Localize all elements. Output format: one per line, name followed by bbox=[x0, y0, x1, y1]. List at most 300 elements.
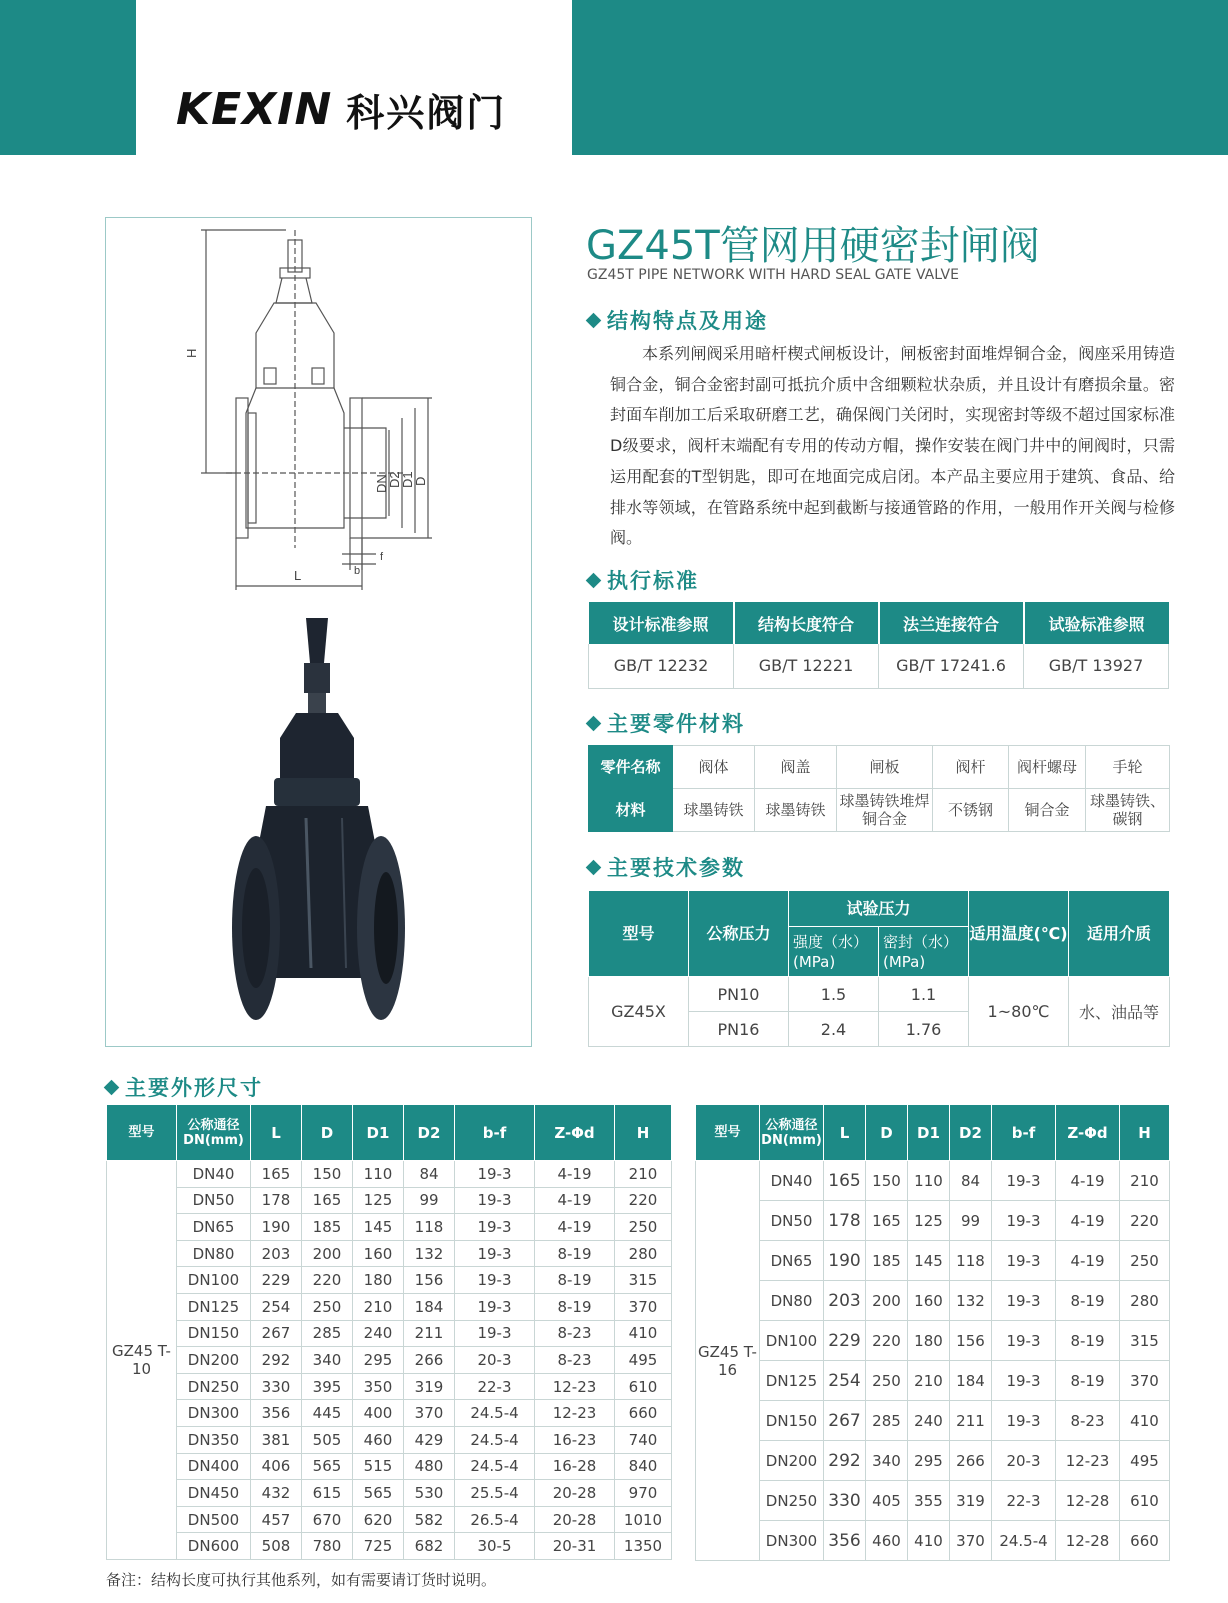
table-cell: 185 bbox=[302, 1214, 353, 1241]
table-row bbox=[107, 1187, 672, 1214]
table-cell: 1.76 bbox=[879, 1012, 969, 1047]
table-cell: 370 bbox=[950, 1521, 992, 1561]
table-row bbox=[107, 1347, 672, 1374]
table-cell: 370 bbox=[1120, 1361, 1170, 1401]
table-cell: 240 bbox=[353, 1320, 404, 1347]
table-cell: 610 bbox=[1120, 1481, 1170, 1521]
table-cell: 725 bbox=[353, 1533, 404, 1560]
table-cell: 球墨铸铁堆焊铜合金 bbox=[837, 789, 933, 832]
table-cell: 340 bbox=[302, 1347, 353, 1374]
table-cell: 20-28 bbox=[535, 1480, 615, 1507]
dim-label-f: f bbox=[380, 551, 384, 563]
table-cell: 24.5-4 bbox=[992, 1521, 1056, 1561]
table-cell: 铜合金 bbox=[1009, 789, 1086, 832]
table-cell: 250 bbox=[302, 1293, 353, 1320]
table-cell: 8-19 bbox=[1056, 1281, 1120, 1321]
table-cell: DN65 bbox=[760, 1241, 824, 1281]
table-cell: 19-3 bbox=[455, 1240, 535, 1267]
table-cell: 12-23 bbox=[1056, 1441, 1120, 1481]
table-row bbox=[107, 1480, 672, 1507]
table-row bbox=[696, 1281, 1170, 1321]
table-cell: 410 bbox=[615, 1320, 672, 1347]
table-cell: 445 bbox=[302, 1400, 353, 1427]
table-header: 型号 bbox=[696, 1105, 760, 1161]
table-cell: 400 bbox=[353, 1400, 404, 1427]
table-cell: 355 bbox=[908, 1481, 950, 1521]
table-cell: 156 bbox=[404, 1267, 455, 1294]
table-header: Z-Φd bbox=[535, 1105, 615, 1161]
table-cell: 12-23 bbox=[535, 1373, 615, 1400]
table-cell: DN50 bbox=[177, 1187, 251, 1214]
table-cell: 370 bbox=[404, 1400, 455, 1427]
table-row bbox=[696, 1201, 1170, 1241]
table-row bbox=[107, 1267, 672, 1294]
table-row bbox=[107, 1293, 672, 1320]
table-cell: 1010 bbox=[615, 1506, 672, 1533]
table-row bbox=[107, 1161, 672, 1188]
table-cell: 118 bbox=[404, 1214, 455, 1241]
table-cell: 132 bbox=[950, 1281, 992, 1321]
table-cell: 530 bbox=[404, 1480, 455, 1507]
table-cell: 184 bbox=[950, 1361, 992, 1401]
table-cell: 670 bbox=[302, 1506, 353, 1533]
diamond-icon bbox=[104, 1079, 120, 1095]
dim-label-D: D bbox=[413, 476, 428, 486]
valve-photo bbox=[232, 618, 405, 1020]
table-cell: 145 bbox=[908, 1241, 950, 1281]
table-cell: 330 bbox=[251, 1373, 302, 1400]
table-cell: 220 bbox=[1120, 1201, 1170, 1241]
table-cell: 165 bbox=[866, 1201, 908, 1241]
table-header: 密封（水）(MPa) bbox=[879, 927, 969, 977]
table-cell: 1.1 bbox=[879, 977, 969, 1012]
standards-table bbox=[588, 602, 1169, 689]
table-cell: 203 bbox=[251, 1240, 302, 1267]
table-cell: 405 bbox=[866, 1481, 908, 1521]
table-cell: 211 bbox=[950, 1401, 992, 1441]
table-cell: 4-19 bbox=[535, 1214, 615, 1241]
table-cell: 350 bbox=[353, 1373, 404, 1400]
table-cell: 210 bbox=[1120, 1161, 1170, 1201]
table-cell: 160 bbox=[353, 1240, 404, 1267]
table-cell: 24.5-4 bbox=[455, 1426, 535, 1453]
table-cell: 180 bbox=[353, 1267, 404, 1294]
table-cell: GZ45X bbox=[589, 977, 689, 1047]
table-header: D bbox=[302, 1105, 353, 1161]
table-cell: DN150 bbox=[760, 1401, 824, 1441]
table-cell: 8-23 bbox=[535, 1347, 615, 1374]
table-cell: 8-19 bbox=[535, 1240, 615, 1267]
table-cell: 406 bbox=[251, 1453, 302, 1480]
table-cell: DN40 bbox=[760, 1161, 824, 1201]
table-cell: 660 bbox=[1120, 1521, 1170, 1561]
table-cell: 190 bbox=[824, 1241, 866, 1281]
table-cell: 220 bbox=[615, 1187, 672, 1214]
table-cell: 395 bbox=[302, 1373, 353, 1400]
table-cell: 4-19 bbox=[535, 1161, 615, 1188]
table-cell: 8-23 bbox=[1056, 1401, 1120, 1441]
dim-label-D1: D1 bbox=[400, 471, 415, 488]
table-header: b-f bbox=[992, 1105, 1056, 1161]
table-cell: 285 bbox=[866, 1401, 908, 1441]
table-cell: DN100 bbox=[177, 1267, 251, 1294]
table-cell: 319 bbox=[950, 1481, 992, 1521]
table-cell: 球墨铸铁 bbox=[673, 789, 755, 832]
table-row bbox=[696, 1241, 1170, 1281]
table-cell: 582 bbox=[404, 1506, 455, 1533]
table-cell: 292 bbox=[251, 1347, 302, 1374]
table-cell: 254 bbox=[251, 1293, 302, 1320]
table-cell: 19-3 bbox=[455, 1214, 535, 1241]
table-cell: 330 bbox=[824, 1481, 866, 1521]
table-cell: 460 bbox=[866, 1521, 908, 1561]
table-header: 公称通径DN(mm) bbox=[760, 1105, 824, 1161]
table-cell: 8-19 bbox=[1056, 1321, 1120, 1361]
table-cell: 292 bbox=[824, 1441, 866, 1481]
product-subtitle: GZ45T PIPE NETWORK WITH HARD SEAL GATE VALVE bbox=[587, 267, 959, 283]
table-cell: 565 bbox=[302, 1453, 353, 1480]
section-tech-heading bbox=[588, 852, 745, 882]
table-cell: 4-19 bbox=[1056, 1161, 1120, 1201]
table-cell: 84 bbox=[404, 1161, 455, 1188]
table-cell: DN350 bbox=[177, 1426, 251, 1453]
table-cell: 不锈钢 bbox=[933, 789, 1009, 832]
table-cell: 16-23 bbox=[535, 1426, 615, 1453]
table-cell: 660 bbox=[615, 1400, 672, 1427]
header-band-left bbox=[0, 0, 136, 155]
table-cell: 267 bbox=[824, 1401, 866, 1441]
table-cell: 99 bbox=[950, 1201, 992, 1241]
logo-mark: KEXIN bbox=[176, 83, 333, 135]
table-row bbox=[696, 1481, 1170, 1521]
table-row bbox=[696, 1441, 1170, 1481]
table-cell: 480 bbox=[404, 1453, 455, 1480]
table-cell: 150 bbox=[302, 1161, 353, 1188]
table-cell: 12-28 bbox=[1056, 1481, 1120, 1521]
table-cell: 8-19 bbox=[535, 1267, 615, 1294]
table-cell: 565 bbox=[353, 1480, 404, 1507]
table-cell: 295 bbox=[353, 1347, 404, 1374]
row-label: 材料 bbox=[589, 789, 673, 832]
diamond-icon bbox=[586, 859, 602, 875]
table-cell: DN125 bbox=[177, 1293, 251, 1320]
table-header: H bbox=[1120, 1105, 1170, 1161]
table-cell: 阀体 bbox=[673, 746, 755, 789]
table-cell: 356 bbox=[824, 1521, 866, 1561]
table-cell: 220 bbox=[866, 1321, 908, 1361]
table-cell: 16-28 bbox=[535, 1453, 615, 1480]
table-header: 公称通径DN(mm) bbox=[177, 1105, 251, 1161]
table-header: 法兰连接符合 bbox=[879, 602, 1024, 644]
dims-table-t16 bbox=[695, 1104, 1170, 1561]
table-cell: 266 bbox=[404, 1347, 455, 1374]
table-header: 设计标准参照 bbox=[589, 602, 734, 644]
table-cell: 340 bbox=[866, 1441, 908, 1481]
table-cell: DN200 bbox=[760, 1441, 824, 1481]
table-cell: 180 bbox=[908, 1321, 950, 1361]
table-cell: 615 bbox=[302, 1480, 353, 1507]
table-cell: 432 bbox=[251, 1480, 302, 1507]
table-header: D bbox=[866, 1105, 908, 1161]
section-title: 主要零件材料 bbox=[607, 712, 745, 736]
table-cell: 370 bbox=[615, 1293, 672, 1320]
table-cell: 1.5 bbox=[789, 977, 879, 1012]
table-cell: 210 bbox=[615, 1161, 672, 1188]
table-cell: 8-19 bbox=[1056, 1361, 1120, 1401]
table-cell: GB/T 12232 bbox=[589, 644, 734, 688]
table-header: 型号 bbox=[589, 891, 689, 977]
section-title: 主要技术参数 bbox=[607, 856, 745, 880]
dim-label-DN: DN bbox=[374, 474, 389, 493]
table-header: 适用温度(℃) bbox=[969, 891, 1069, 977]
table-cell: 178 bbox=[824, 1201, 866, 1241]
table-cell: 381 bbox=[251, 1426, 302, 1453]
table-cell: 2.4 bbox=[789, 1012, 879, 1047]
table-cell: 110 bbox=[908, 1161, 950, 1201]
table-cell: 457 bbox=[251, 1506, 302, 1533]
intro-paragraph: 本系列闸阀采用暗杆楔式闸板设计，闸板密封面堆焊铜合金，阀座采用铸造铜合金，铜合金密封副可抵抗介质中含细颗粒状杂质，并且设计有磨损余量。密封面车削加工后采取研磨工艺，确保阀门关闭时，实现密封等级不超过国家标准D级要求，阀杆末端配有专用的传动方帽，操作安装在阀门井中的闸阀时，只需运用配套的T型钥匙，即可在地面完成启闭。本产品主要应用于建筑、食品、给排水等领域，在管路系统中起到截断与接通管路的作用，一般用作开关阀与检修阀。 bbox=[610, 344, 1175, 548]
table-cell: 740 bbox=[615, 1426, 672, 1453]
table-header: D1 bbox=[353, 1105, 404, 1161]
section-materials-heading bbox=[588, 708, 745, 738]
table-cell: 295 bbox=[908, 1441, 950, 1481]
table-cell: 12-28 bbox=[1056, 1521, 1120, 1561]
table-cell: 4-19 bbox=[535, 1187, 615, 1214]
table-cell: 19-3 bbox=[992, 1321, 1056, 1361]
table-cell: DN125 bbox=[760, 1361, 824, 1401]
table-cell: 24.5-4 bbox=[455, 1453, 535, 1480]
table-header: 结构长度符合 bbox=[734, 602, 879, 644]
dim-label-H: H bbox=[184, 348, 199, 358]
table-cell: 508 bbox=[251, 1533, 302, 1560]
table-cell: 184 bbox=[404, 1293, 455, 1320]
table-cell: 阀盖 bbox=[755, 746, 837, 789]
product-title: GZ45T管网用硬密封闸阀 bbox=[586, 223, 1040, 269]
table-cell: 125 bbox=[353, 1187, 404, 1214]
table-header: Z-Φd bbox=[1056, 1105, 1120, 1161]
table-row bbox=[107, 1320, 672, 1347]
table-cell: 190 bbox=[251, 1214, 302, 1241]
table-header: L bbox=[251, 1105, 302, 1161]
table-row bbox=[107, 1426, 672, 1453]
table-row bbox=[107, 1400, 672, 1427]
table-cell: 410 bbox=[908, 1521, 950, 1561]
table-cell: DN500 bbox=[177, 1506, 251, 1533]
table-cell: 285 bbox=[302, 1320, 353, 1347]
diamond-icon bbox=[586, 572, 602, 588]
product-image-frame bbox=[105, 217, 532, 1047]
tech-params-table bbox=[588, 890, 1170, 1047]
table-cell: 315 bbox=[1120, 1321, 1170, 1361]
table-cell: 267 bbox=[251, 1320, 302, 1347]
table-header: 适用介质 bbox=[1069, 891, 1170, 977]
table-cell: 229 bbox=[251, 1267, 302, 1294]
table-cell: 手轮 bbox=[1086, 746, 1170, 789]
table-cell: 26.5-4 bbox=[455, 1506, 535, 1533]
table-cell: 19-3 bbox=[992, 1161, 1056, 1201]
table-cell: 145 bbox=[353, 1214, 404, 1241]
table-cell: 99 bbox=[404, 1187, 455, 1214]
footnote: 备注：结构长度可执行其他系列，如有需要请订货时说明。 bbox=[106, 1571, 497, 1589]
table-cell: 220 bbox=[302, 1267, 353, 1294]
dim-label-D2: D2 bbox=[387, 471, 402, 488]
table-cell: 429 bbox=[404, 1426, 455, 1453]
table-cell: 24.5-4 bbox=[455, 1400, 535, 1427]
table-header: b-f bbox=[455, 1105, 535, 1161]
table-cell: DN250 bbox=[760, 1481, 824, 1521]
table-cell: 200 bbox=[866, 1281, 908, 1321]
table-cell: 19-3 bbox=[455, 1187, 535, 1214]
table-cell: DN80 bbox=[760, 1281, 824, 1321]
table-cell: GB/T 13927 bbox=[1024, 644, 1169, 688]
table-cell: 185 bbox=[866, 1241, 908, 1281]
table-header: D1 bbox=[908, 1105, 950, 1161]
table-cell: 30-5 bbox=[455, 1533, 535, 1560]
table-cell: DN300 bbox=[760, 1521, 824, 1561]
table-cell: 165 bbox=[251, 1161, 302, 1188]
table-cell: 240 bbox=[908, 1401, 950, 1441]
table-cell: DN600 bbox=[177, 1533, 251, 1560]
table-cell: 20-31 bbox=[535, 1533, 615, 1560]
section-dims-heading bbox=[106, 1072, 263, 1102]
table-row bbox=[107, 1506, 672, 1533]
table-header: D2 bbox=[404, 1105, 455, 1161]
table-cell: 266 bbox=[950, 1441, 992, 1481]
table-cell: 682 bbox=[404, 1533, 455, 1560]
dims-table-body bbox=[696, 1161, 1170, 1561]
table-cell: 110 bbox=[353, 1161, 404, 1188]
table-cell: 84 bbox=[950, 1161, 992, 1201]
table-row bbox=[696, 1321, 1170, 1361]
table-cell: 505 bbox=[302, 1426, 353, 1453]
table-row bbox=[696, 1361, 1170, 1401]
table-cell: 165 bbox=[824, 1161, 866, 1201]
table-cell: 156 bbox=[950, 1321, 992, 1361]
header-band-right bbox=[572, 0, 1228, 155]
table-row bbox=[696, 1521, 1170, 1561]
table-cell: 210 bbox=[353, 1293, 404, 1320]
table-cell: 970 bbox=[615, 1480, 672, 1507]
table-header: 型号 bbox=[107, 1105, 177, 1161]
table-cell: 250 bbox=[866, 1361, 908, 1401]
table-cell: DN450 bbox=[177, 1480, 251, 1507]
table-row bbox=[696, 1161, 1170, 1201]
table-cell: DN300 bbox=[177, 1400, 251, 1427]
table-row bbox=[107, 1373, 672, 1400]
table-cell: 250 bbox=[615, 1214, 672, 1241]
table-row bbox=[107, 1533, 672, 1560]
table-cell: 840 bbox=[615, 1453, 672, 1480]
table-cell: 20-28 bbox=[535, 1506, 615, 1533]
model-cell: GZ45 T-16 bbox=[696, 1161, 760, 1561]
table-cell: 19-3 bbox=[992, 1241, 1056, 1281]
table-cell: 515 bbox=[353, 1453, 404, 1480]
dim-label-b: b bbox=[354, 565, 361, 577]
table-cell: DN150 bbox=[177, 1320, 251, 1347]
table-cell: 22-3 bbox=[455, 1373, 535, 1400]
table-cell: 495 bbox=[1120, 1441, 1170, 1481]
table-cell: 阀杆螺母 bbox=[1009, 746, 1086, 789]
table-cell: 19-3 bbox=[455, 1267, 535, 1294]
table-cell: DN50 bbox=[760, 1201, 824, 1241]
table-cell: 4-19 bbox=[1056, 1241, 1120, 1281]
table-cell: DN40 bbox=[177, 1161, 251, 1188]
row-label: 零件名称 bbox=[589, 746, 673, 789]
table-cell: 410 bbox=[1120, 1401, 1170, 1441]
section-features-heading bbox=[588, 305, 768, 335]
table-cell: DN80 bbox=[177, 1240, 251, 1267]
table-cell: 19-3 bbox=[992, 1361, 1056, 1401]
diamond-icon bbox=[586, 312, 602, 328]
table-cell: PN16 bbox=[689, 1012, 789, 1047]
brand-logo bbox=[176, 84, 506, 134]
table-row bbox=[107, 1214, 672, 1241]
table-cell: 水、油品等 bbox=[1069, 977, 1170, 1047]
dims-table-t10 bbox=[106, 1104, 672, 1560]
table-cell: 780 bbox=[302, 1533, 353, 1560]
table-cell: 160 bbox=[908, 1281, 950, 1321]
logo-text-cn: 科兴阀门 bbox=[346, 90, 507, 135]
table-cell: 254 bbox=[824, 1361, 866, 1401]
table-cell: 620 bbox=[353, 1506, 404, 1533]
table-cell: 165 bbox=[302, 1187, 353, 1214]
table-cell: 203 bbox=[824, 1281, 866, 1321]
table-cell: 19-3 bbox=[455, 1161, 535, 1188]
table-cell: 20-3 bbox=[455, 1347, 535, 1374]
table-header: H bbox=[615, 1105, 672, 1161]
dim-label-L: L bbox=[294, 568, 302, 583]
table-cell: DN65 bbox=[177, 1214, 251, 1241]
technical-drawing bbox=[201, 230, 432, 590]
table-header: D2 bbox=[950, 1105, 992, 1161]
table-cell: 阀杆 bbox=[933, 746, 1009, 789]
table-cell: 132 bbox=[404, 1240, 455, 1267]
table-row bbox=[696, 1401, 1170, 1441]
table-cell: DN400 bbox=[177, 1453, 251, 1480]
table-cell: 19-3 bbox=[992, 1201, 1056, 1241]
table-cell: 118 bbox=[950, 1241, 992, 1281]
table-header: L bbox=[824, 1105, 866, 1161]
table-cell: 210 bbox=[908, 1361, 950, 1401]
table-cell: 1350 bbox=[615, 1533, 672, 1560]
dims-table-body bbox=[107, 1161, 672, 1560]
table-cell: GB/T 12221 bbox=[734, 644, 879, 688]
table-cell: 闸板 bbox=[837, 746, 933, 789]
table-cell: 178 bbox=[251, 1187, 302, 1214]
table-row bbox=[107, 1240, 672, 1267]
table-cell: 8-19 bbox=[535, 1293, 615, 1320]
table-cell: 19-3 bbox=[992, 1401, 1056, 1441]
table-cell: 319 bbox=[404, 1373, 455, 1400]
section-title: 主要外形尺寸 bbox=[125, 1076, 263, 1100]
table-cell: 280 bbox=[1120, 1281, 1170, 1321]
table-cell: 20-3 bbox=[992, 1441, 1056, 1481]
table-cell: 211 bbox=[404, 1320, 455, 1347]
table-cell: 25.5-4 bbox=[455, 1480, 535, 1507]
table-cell: DN200 bbox=[177, 1347, 251, 1374]
table-cell: 229 bbox=[824, 1321, 866, 1361]
table-row bbox=[107, 1453, 672, 1480]
table-cell: 4-19 bbox=[1056, 1201, 1120, 1241]
table-cell: 球墨铸铁、碳钢 bbox=[1086, 789, 1170, 832]
table-cell: 22-3 bbox=[992, 1481, 1056, 1521]
table-cell: 280 bbox=[615, 1240, 672, 1267]
materials-table bbox=[588, 745, 1170, 832]
table-header: 强度（水）(MPa) bbox=[789, 927, 879, 977]
table-cell: 19-3 bbox=[455, 1320, 535, 1347]
table-cell: 250 bbox=[1120, 1241, 1170, 1281]
model-cell: GZ45 T-10 bbox=[107, 1161, 177, 1560]
